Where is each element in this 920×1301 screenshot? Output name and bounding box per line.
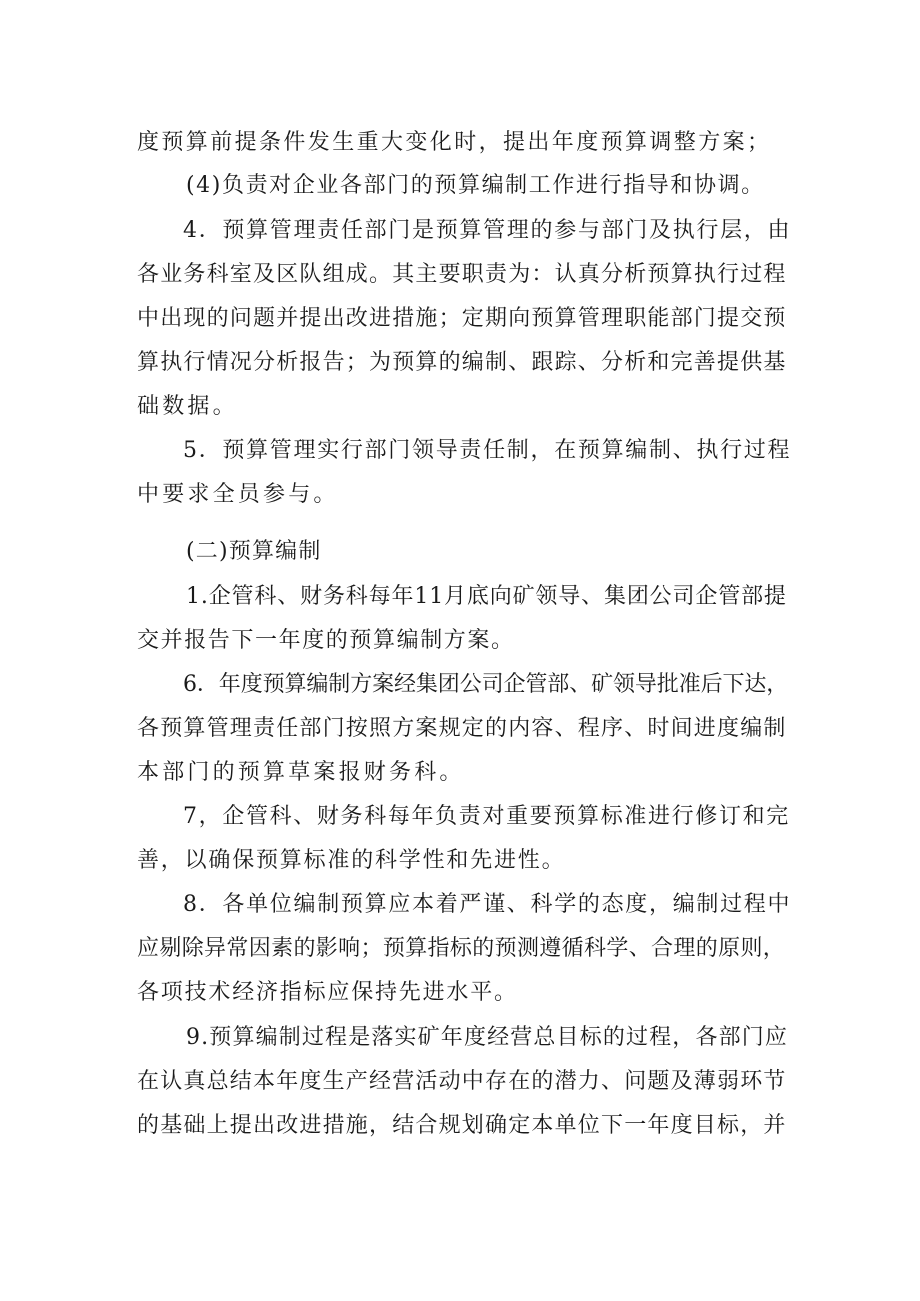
text-line: 的基础上提出改进措施，结合规划确定本单位下一年度目标，并	[137, 1113, 787, 1138]
text-line: 本部门的预算草案报财务科。	[137, 760, 465, 785]
text-line: (4)负责对企业各部门的预算编制工作进行指导和协调。	[186, 173, 765, 198]
text-line: 中出现的问题并提出改进措施；定期向预算管理职能部门提交预	[137, 306, 787, 331]
text-line: 7，企管科、财务科每年负责对重要预算标准进行修订和完	[183, 804, 790, 829]
text-line: 4．预算管理责任部门是预算管理的参与部门及执行层，由	[183, 218, 792, 243]
text-line: 交并报告下一年度的预算编制方案。	[137, 628, 515, 653]
text-line: 算执行情况分析报告；为预算的编制、跟踪、分析和完善提供基	[137, 350, 787, 375]
text-line: 应剔除异常因素的影响；预算指标的预测遵循科学、合理的原则，	[137, 936, 786, 961]
text-line: 度预算前提条件发生重大变化时，提出年度预算调整方案；	[137, 130, 772, 155]
text-line: 8．各单位编制预算应本着严谨、科学的态度，编制过程中	[183, 892, 792, 917]
text-line: 础数据。	[137, 394, 238, 419]
text-line: 5．预算管理实行部门领导责任制，在预算编制、执行过程	[183, 438, 792, 463]
text-line: 善，以确保预算标准的科学性和先进性。	[137, 848, 566, 873]
text-line: 1.企管科、财务科每年11月底向矿领导、集团公司企管部提	[186, 584, 787, 609]
text-line: 6．年度预算编制方案经集团公司企管部、矿领导批准后下达，	[183, 672, 789, 697]
text-line: 在认真总结本年度生产经营活动中存在的潜力、问题及薄弱环节	[137, 1069, 787, 1094]
text-line: 各预算管理责任部门按照方案规定的内容、程序、时间进度编制	[137, 716, 787, 741]
text-line: 中要求全员参与。	[137, 482, 339, 507]
section-heading: (二)预算编制	[186, 539, 322, 564]
text-line: 各项技术经济指标应保持先进水平。	[137, 980, 518, 1005]
text-line: 各业务科室及区队组成。其主要职责为：认真分析预算执行过程	[137, 262, 787, 287]
text-line: 9.预算编制过程是落实矿年度经营总目标的过程，各部门应	[186, 1025, 789, 1050]
